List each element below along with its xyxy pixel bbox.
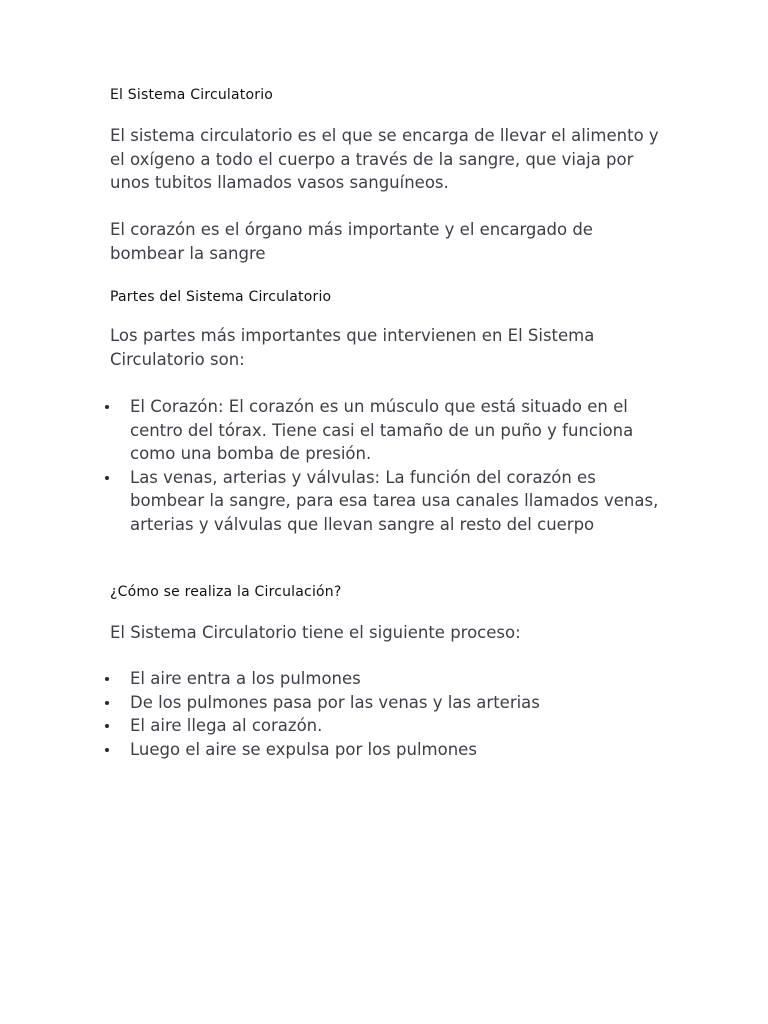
- list-item-text: El aire entra a los pulmones: [130, 669, 361, 688]
- list-item: [110, 714, 670, 738]
- list-item-text: Las venas, arterias y válvulas: La función del corazón es bombear la sangre, para esa tarea usa canales llamados venas, arterias y válvulas que llevan sangre al resto del cuerpo: [130, 467, 659, 534]
- list-item: [110, 691, 670, 715]
- bullet-icon: [105, 405, 109, 409]
- bullet-icon: [105, 701, 109, 705]
- section-heading-circulacion: ¿Cómo se realiza la Circulación?: [110, 584, 342, 600]
- paragraph-definition: El sistema circulatorio es el que se encarga de llevar el alimento y el oxígeno a todo el cuerpo a través de la sangre, que viaja por unos tubitos llamados vasos sanguíneos.: [110, 126, 659, 192]
- list-item: [110, 395, 670, 466]
- list-item-text: De los pulmones pasa por las venas y las arterias: [130, 692, 540, 712]
- list-item-text: Luego el aire se expulsa por los pulmones: [130, 739, 477, 759]
- bullet-icon: [105, 748, 109, 752]
- section-heading-sistema-circulatorio: El Sistema Circulatorio: [110, 87, 274, 103]
- bullet-icon: [105, 724, 109, 728]
- list-item-text: El Corazón: El corazón es un músculo que está situado en el centro del tórax. Tiene casi el tamaño de un puño y funciona como una bomba de presión.: [130, 397, 634, 463]
- paragraph-proceso-intro: El Sistema Circulatorio tiene el siguiente proceso:: [110, 623, 521, 642]
- bullet-icon: [105, 476, 109, 480]
- bullet-icon: [105, 677, 109, 681]
- list-item-text: El aire llega al corazón.: [130, 716, 323, 735]
- proceso-list: [110, 667, 670, 761]
- section-heading-partes: Partes del Sistema Circulatorio: [110, 289, 332, 305]
- list-item: [110, 738, 670, 762]
- list-item: [110, 667, 670, 691]
- paragraph-heart: El corazón es el órgano más importante y el encargado de bombear la sangre: [110, 220, 593, 263]
- paragraph-partes-intro: Los partes más importantes que intervienen en El Sistema Circulatorio son:: [110, 326, 595, 369]
- partes-list: [110, 395, 670, 536]
- list-item: [110, 466, 670, 537]
